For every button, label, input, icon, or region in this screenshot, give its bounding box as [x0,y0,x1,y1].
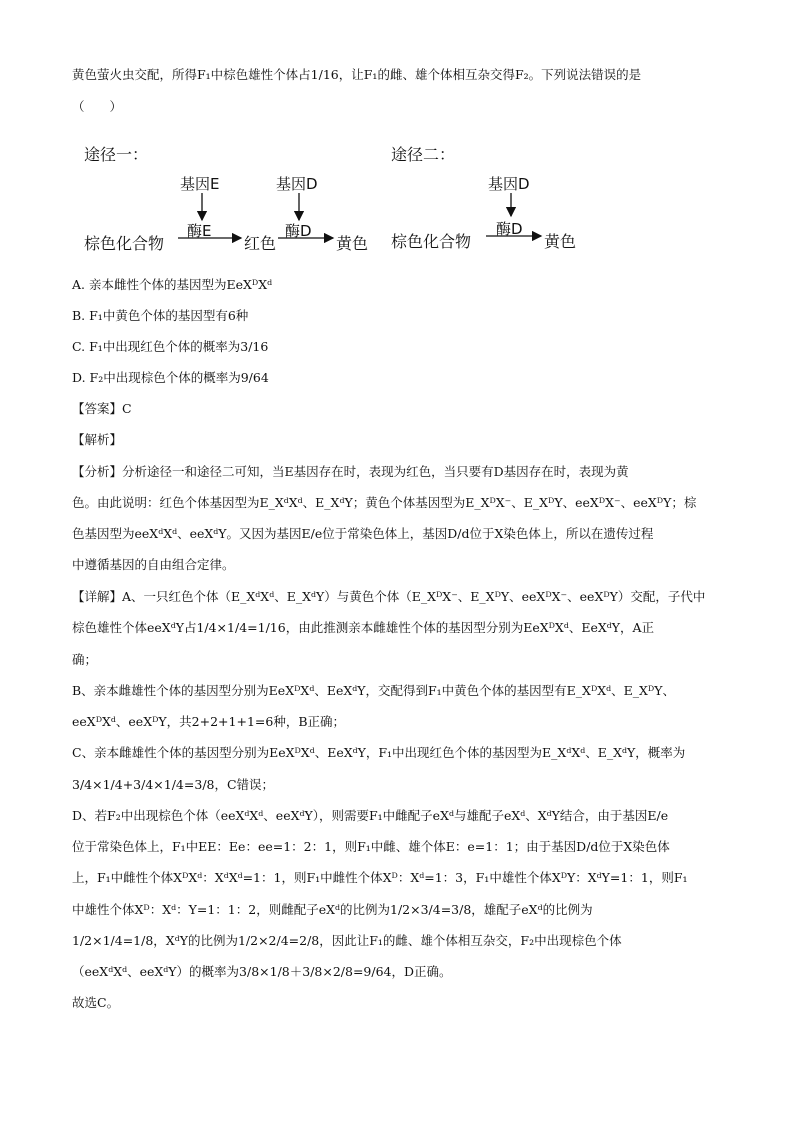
body-line: 【详解】A、一只红色个体（E_XᵈXᵈ、E_XᵈY）与黄色个体（E_XᴰX⁻、E_XᴰY、eeXᴰX⁻、eeXᴰY）交配，子代中 [72,589,706,604]
body-line: 【分析】分析途径一和途径二可知，当E基因存在时，表现为红色，当只要有D基因存在时，表现为黄 [72,464,629,479]
option-d: D. F₂中出现棕色个体的概率为9/64 [72,370,269,385]
question-stem-line-1: 黄色萤火虫交配，所得F₁中棕色雄性个体占1/16，让F₁的雌、雄个体相互杂交得F₂。下列说法错误的是 [72,67,642,82]
body-line: 中雄性个体Xᴰ：Xᵈ：Y=1：1：2，则雌配子eXᵈ的比例为1/2×3/4=3/8，雄配子eXᵈ的比例为 [72,902,593,917]
body-line: 确； [72,652,98,667]
body-line: B、亲本雌雄性个体的基因型分别为EeXᴰXᵈ、EeXᵈY，交配得到F₁中黄色个体的基因型有E_XᴰXᵈ、E_XᴰY、 [72,683,675,698]
option-b: B. F₁中黄色个体的基因型有6种 [72,308,249,323]
body-line: D、若F₂中出现棕色个体（eeXᵈXᵈ、eeXᵈY），则需要F₁中雌配子eXᵈ与雄配子eXᵈ、XᵈY结合，由于基因E/e [72,808,669,823]
option-c: C. F₁中出现红色个体的概率为3/16 [72,339,269,354]
brown-compound-2: 棕色化合物 [391,232,472,251]
body-line: 3/4×1/4+3/4×1/4=3/8，C错误； [72,777,275,792]
yellow-product-2: 黄色 [544,232,577,251]
body-line: 中遵循基因的自由组合定律。 [72,557,235,572]
path2-title: 途径二： [391,145,456,164]
gene-d1-label: 基因D [276,175,318,193]
enzyme-d2-label: 酶D [496,220,523,238]
body-line: （eeXᵈXᵈ、eeXᵈY）的概率为3/8×1/8＋3/8×2/8=9/64，D正确。 [72,964,452,979]
brown-compound-1: 棕色化合物 [84,234,165,253]
body-line: 故选C。 [72,995,120,1010]
body-line: 位于常染色体上，F₁中EE：Ee：ee=1：2：1，则F₁中雌、雄个体E：e=1：1；由于基因D/d位于X染色体 [72,839,670,854]
body-line: eeXᴰXᵈ、eeXᴰY，共2+2+1+1=6种，B正确； [72,714,346,729]
enzyme-e-label: 酶E [187,222,212,240]
gene-e-label: 基因E [180,175,220,193]
question-stem-line-2: （ ） [72,99,123,114]
yellow-product-1: 黄色 [336,234,369,253]
body-line: 色基因型为eeXᵈXᵈ、eeXᵈY。又因为基因E/e位于常染色体上，基因D/d位于X染色体上，所以在遗传过程 [72,526,654,541]
enzyme-d1-label: 酶D [285,222,312,240]
body-line: 上，F₁中雌性个体XᴰXᵈ：XᵈXᵈ=1：1，则F₁中雌性个体Xᴰ：Xᵈ=1：3，F₁中雄性个体XᴰY：XᵈY=1：1，则F₁ [72,870,688,885]
red-product: 红色 [244,234,277,253]
analysis-heading: 【解析】 [72,432,123,447]
diagram-arrows [0,0,794,280]
body-line: 色。由此说明：红色个体基因型为E_XᵈXᵈ、E_XᵈY；黄色个体基因型为E_XᴰX⁻、E_XᴰY、eeXᴰX⁻、eeXᴰY；棕 [72,495,697,510]
path1-title: 途径一： [84,145,149,164]
body-line: C、亲本雌雄性个体的基因型分别为EeXᴰXᵈ、EeXᵈY，F₁中出现红色个体的基因型为E_XᵈXᵈ、E_XᵈY，概率为 [72,745,686,760]
answer: 【答案】C [72,401,132,416]
body-line: 棕色雄性个体eeXᵈY占1/4×1/4=1/16，由此推测亲本雌雄性个体的基因型分别为EeXᴰXᵈ、EeXᵈY，A正 [72,620,655,635]
body-line: 1/2×1/4=1/8，XᵈY的比例为1/2×2/4=2/8，因此让F₁的雌、雄个体相互杂交，F₂中出现棕色个体 [72,933,622,948]
gene-d2-label: 基因D [488,175,530,193]
option-a: A. 亲本雌性个体的基因型为EeXᴰXᵈ [72,277,273,292]
